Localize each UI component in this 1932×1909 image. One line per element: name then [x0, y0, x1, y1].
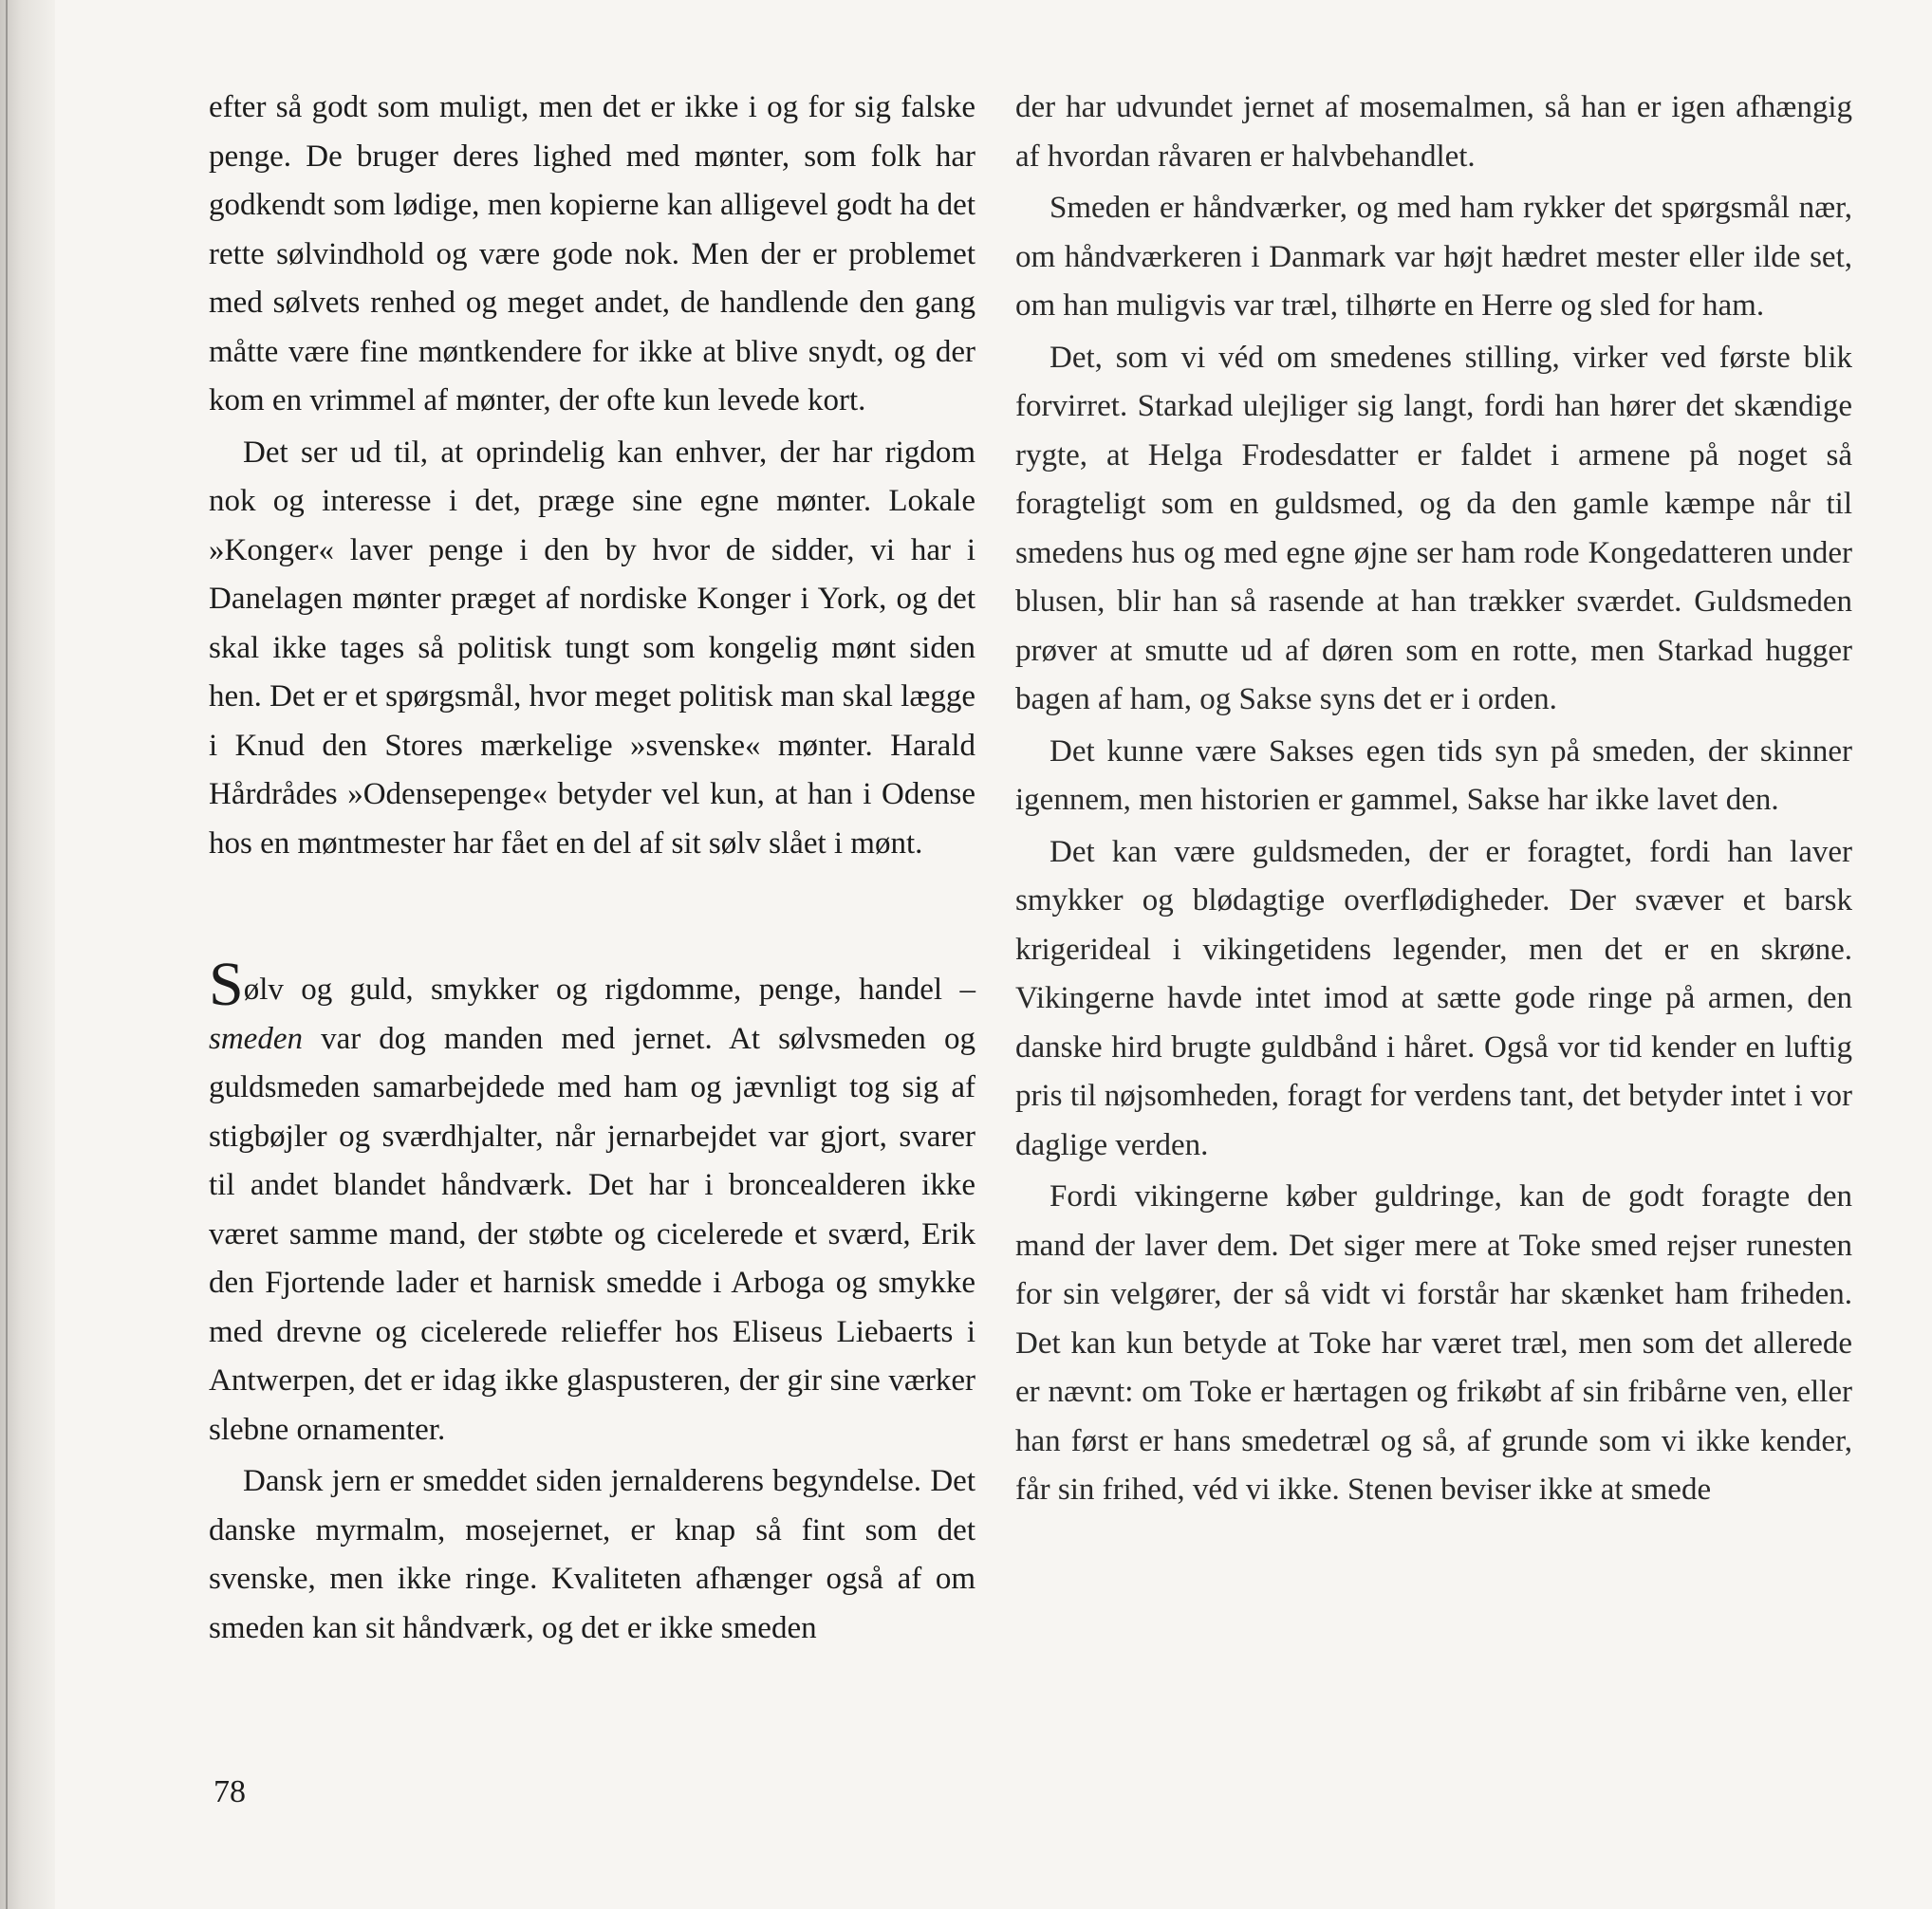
paragraph: Det ser ud til, at oprindelig kan enhver, der har rigdom nok og interesse i det, præge sine egne mønter. Lokale »Konger« laver penge i den by hvor de sidder, vi har i Danelagen mønter præget af nordiske Konger i York, og det skal ikke tages så politisk tungt som kongelig mønt siden hen. Det er et spørgsmål, hvor meget politisk man skal lægge i Knud den Stores mærkelige »svenske« mønter. Harald Hårdrådes »Odensepenge« betyder vel kun, at han i Odense hos en møntmester har fået en del af sit sølv slået i mønt. — [209, 435, 975, 861]
right-text-column — [1015, 83, 1852, 1518]
paragraph: der har udvundet jernet af mosemalmen, så han er igen afhængig af hvordan råvaren er halvbehandlet. — [1015, 90, 1852, 174]
section-opening-paragraph — [209, 950, 975, 1455]
left-text-column — [209, 83, 975, 1656]
paragraph-text: ølv og guld, smykker og rigdomme, penge, handel – — [243, 973, 975, 1007]
paragraph: Det, som vi véd om smedenes stilling, virker ved første blik forvirret. Starkad ulejliger sig langt, fordi han hører det skændige rygte, at Helga Frodesdatter er faldet i armene på noget så foragteligt som en guldsmed, og da den gamle kæmpe når til smedens hus og med egne øjne ser ham rode Kongedatteren under blusen, blir han så rasende at han trækker sværdet. Guldsmeden prøver at smutte ud af døren som en rotte, men Starkad hugger bagen af ham, og Sakse syns det er i orden. — [1015, 340, 1852, 716]
italic-word: smeden — [209, 1021, 303, 1056]
paragraph-text: var dog manden med jernet. At sølvsmeden og guldsmeden samarbejdede med ham og jævnligt tog sig af stigbøjler og sværdhjalter, når jernarbejdet var gjort, svarer til andet blandet håndværk. Det har i broncealderen ikke været samme mand, der støbte og cicelerede et sværd, Erik den Fjortende lader et harnisk smedde i Arboga og smykke med drevne og cicelerede relieffer hos Eliseus Liebaerts i Antwerpen, det er idag ikke glaspusteren, der gir sine værker slebne ornamenter. — [209, 1021, 975, 1447]
book-binding-edge — [0, 0, 55, 1909]
page-number: 78 — [214, 1774, 246, 1809]
drop-cap: S — [209, 950, 244, 1019]
paragraph: Fordi vikingerne køber guldringe, kan de godt foragte den mand der laver dem. Det siger mere at Toke smed rejser runesten for sin velgører, der så vidt vi forstår har skænket ham friheden. Det kan kun betyde at Toke har været træl, men som det allerede er nævnt: om Toke er hærtagen og frikøbt af sin fribårne ven, eller han først er hans smedetræl og så, af grunde som vi ikke kender, får sin frihed, véd vi ikke. Stenen beviser ikke at smede — [1015, 1179, 1852, 1507]
paragraph: Det kan være guldsmeden, der er foragtet, fordi han laver smykker og blødagtige overflødigheder. Der svæver et barsk krigerideal i vikingetidens legender, men det er en skrøne. Vikingerne havde intet imod at sætte gode ringe på armen, den danske hird brugte guldbånd i håret. Også vor tid kender en luftig pris til nøjsomheden, foragt for verdens tant, det betyder intet i vor daglige verden. — [1015, 834, 1852, 1162]
paragraph: Dansk jern er smeddet siden jernalderens begyndelse. Det danske myrmalm, mosejernet, er knap så fint som det svenske, men ikke ringe. Kvaliteten afhænger også af om smeden kan sit håndværk, og det er ikke smeden — [209, 1464, 975, 1645]
paragraph: Smeden er håndværker, og med ham rykker det spørgsmål nær, om håndværkeren i Danmark var højt hædret mester eller ilde set, om han muligvis var træl, tilhørte en Herre og sled for ham. — [1015, 191, 1852, 323]
paragraph: Det kunne være Sakses egen tids syn på smeden, der skinner igennem, men historien er gammel, Sakse har ikke lavet den. — [1015, 733, 1852, 817]
section-break — [209, 871, 975, 966]
paragraph: efter så godt som muligt, men det er ikke i og for sig falske penge. De bruger deres lighed med mønter, som folk har godkendt som lødige, men kopierne kan alligevel godt ha det rette sølvindhold og være gode nok. Men der er problemet med sølvets renhed og meget andet, de handlende den gang måtte være fine møntkendere for ikke at blive snydt, og der kom en vrimmel af mønter, der ofte kun levede kort. — [209, 90, 975, 417]
